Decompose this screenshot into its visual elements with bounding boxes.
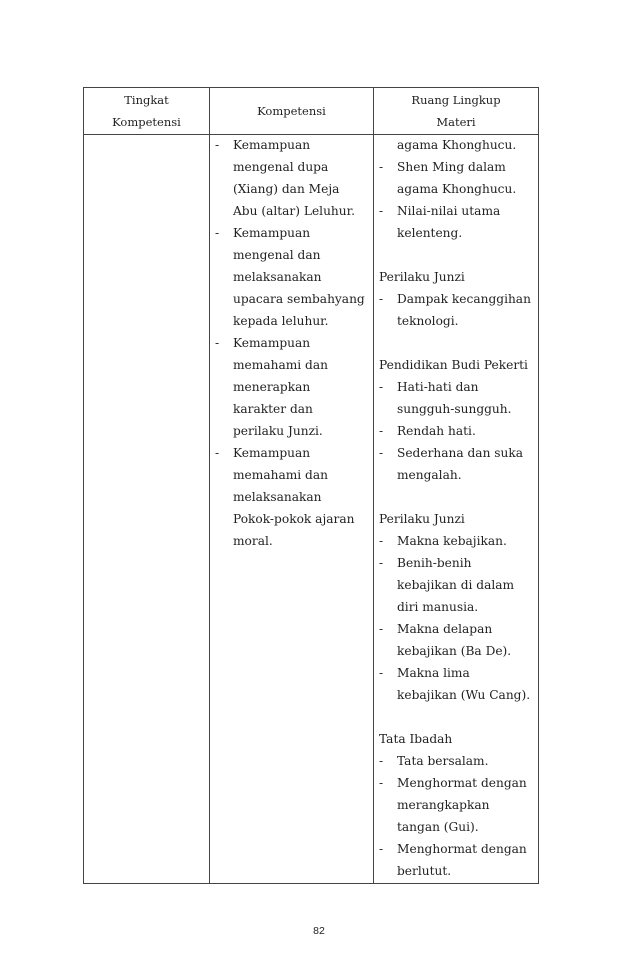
section-title: Perilaku Junzi: [379, 270, 465, 284]
list-item-text: Rendah hati.: [397, 424, 476, 438]
bullet-marker: -: [379, 424, 384, 438]
bullet-marker: -: [379, 534, 384, 548]
bullet-marker: -: [215, 138, 220, 152]
list-item: [379, 552, 537, 618]
bullet-marker: -: [215, 226, 220, 240]
header-tingkat-line1: Tingkat: [124, 93, 169, 107]
header-tingkat-line2: Kompetensi: [112, 115, 181, 129]
list-item: [379, 838, 537, 882]
bullet-marker: -: [379, 776, 384, 790]
header-ruang-lingkup-materi: [374, 88, 538, 134]
header-kompetensi: [210, 88, 373, 134]
list-item: [379, 420, 537, 442]
list-item-text: Sederhana dan suka mengalah.: [397, 446, 524, 482]
section-title: Perilaku Junzi: [379, 512, 465, 526]
bullet-marker: -: [379, 204, 384, 218]
bullet-marker: -: [379, 292, 384, 306]
list-item-text: Benih-benih kebajikan di dalam diri manusia.: [397, 556, 515, 614]
list-item: [215, 442, 371, 552]
page-number: 82: [313, 925, 325, 937]
list-item-text: Kemampuan mengenal dan melaksanakan upacara sembahyang kepada leluhur.: [233, 226, 365, 328]
list-item: [379, 288, 537, 332]
bullet-marker: -: [379, 666, 384, 680]
column-divider: [209, 88, 210, 883]
list-item-text: Menghormat dengan merangkapkan tangan (Gui).: [397, 776, 527, 834]
kompetensi-column: [215, 134, 371, 552]
list-item-text: Hati-hati dan sungguh-sungguh.: [397, 380, 512, 416]
list-item-text: Nilai-nilai utama kelenteng.: [397, 204, 501, 240]
bullet-marker: -: [379, 842, 384, 856]
list-item-text: Kemampuan mengenal dupa (Xiang) dan Meja Abu (altar) Leluhur.: [233, 138, 355, 218]
list-item: [379, 200, 537, 244]
list-item: [215, 134, 371, 222]
header-tingkat-kompetensi: [84, 88, 209, 134]
continued-text: agama Khonghucu.: [397, 138, 517, 152]
list-item-text: Dampak kecanggihan teknologi.: [397, 292, 531, 328]
bullet-marker: -: [379, 556, 384, 570]
list-item: [379, 662, 537, 706]
list-item: [379, 618, 537, 662]
column-divider: [373, 88, 374, 883]
header-materi-line2: Materi: [436, 115, 476, 129]
list-item-text: Makna lima kebajikan (Wu Cang).: [397, 666, 531, 702]
list-item-text: Makna kebajikan.: [397, 534, 507, 548]
list-item-text: Menghormat dengan berlutut.: [397, 842, 527, 878]
bullet-marker: -: [215, 336, 220, 350]
list-item: [379, 376, 537, 420]
list-item: [379, 750, 537, 772]
list-item: [379, 156, 537, 200]
list-item-text: Kemampuan memahami dan menerapkan karakter dan perilaku Junzi.: [233, 336, 328, 438]
bullet-marker: -: [379, 446, 384, 460]
materi-column: [379, 134, 537, 882]
list-item: [379, 442, 537, 486]
competency-table: [83, 87, 539, 884]
list-item: [215, 222, 371, 332]
list-item-text: Tata bersalam.: [397, 754, 489, 768]
section-title: Pendidikan Budi Pekerti: [379, 358, 528, 372]
header-kompetensi-label: Kompetensi: [257, 104, 326, 118]
bullet-marker: -: [379, 754, 384, 768]
bullet-marker: -: [379, 622, 384, 636]
list-item-text: Kemampuan memahami dan melaksanakan Pokok-pokok ajaran moral.: [233, 446, 355, 548]
list-item: [215, 332, 371, 442]
list-item-text: Shen Ming dalam agama Khonghucu.: [397, 160, 517, 196]
list-item: [379, 530, 537, 552]
bullet-marker: -: [215, 446, 220, 460]
section-title: Tata Ibadah: [379, 732, 453, 746]
bullet-marker: -: [379, 380, 384, 394]
header-materi-line1: Ruang Lingkup: [411, 93, 501, 107]
list-item-text: Makna delapan kebajikan (Ba De).: [397, 622, 512, 658]
list-item: [379, 772, 537, 838]
bullet-marker: -: [379, 160, 384, 174]
